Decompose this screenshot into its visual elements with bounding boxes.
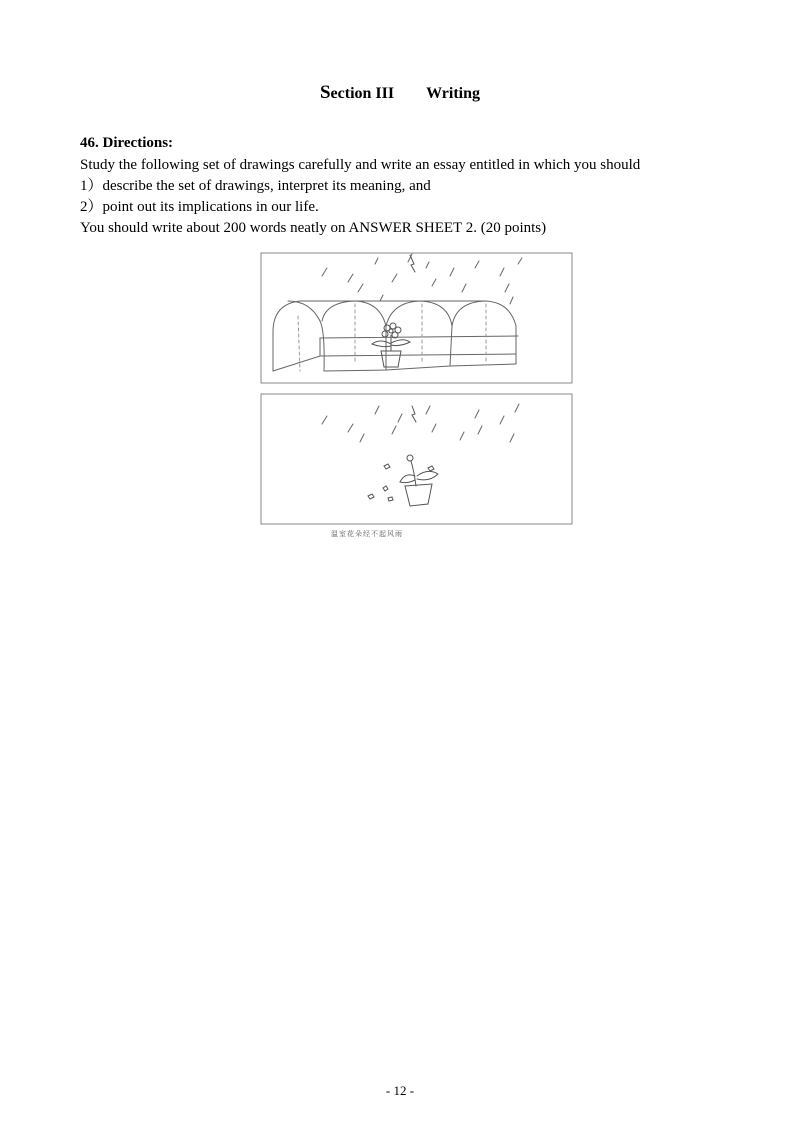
section-subject: Writing [426, 85, 481, 102]
directions-line-3: 2）point out its implications in our life. [80, 199, 319, 215]
bottom-panel-frame [261, 394, 572, 524]
directions-line-2: 1）describe the set of drawings, interpret its meaning, and [80, 178, 431, 194]
wilted-flower [368, 455, 438, 506]
section-title [0, 82, 800, 104]
section-initial: S [319, 82, 331, 103]
directions-line-4: You should write about 200 words neatly on ANSWER SHEET 2. (20 points) [80, 220, 547, 236]
rain-bottom [322, 404, 519, 442]
rain-top [322, 254, 522, 304]
essay-drawing [200, 246, 600, 546]
drawing-caption: 温室花朵经不起风雨 [331, 530, 403, 538]
flower-in-greenhouse [372, 323, 410, 367]
section-label [320, 82, 394, 104]
page-number: - 12 - [385, 1083, 415, 1098]
greenhouse [273, 301, 518, 371]
question-heading: 46. Directions: [80, 135, 174, 151]
lightning-bottom [412, 406, 416, 422]
section-number: ection III [330, 85, 395, 102]
directions-text [80, 155, 740, 239]
top-panel-frame [261, 253, 572, 383]
directions-line-1: Study the following set of drawings carefully and write an essay entitled in which you should [80, 157, 641, 173]
lightning-top [410, 255, 415, 272]
